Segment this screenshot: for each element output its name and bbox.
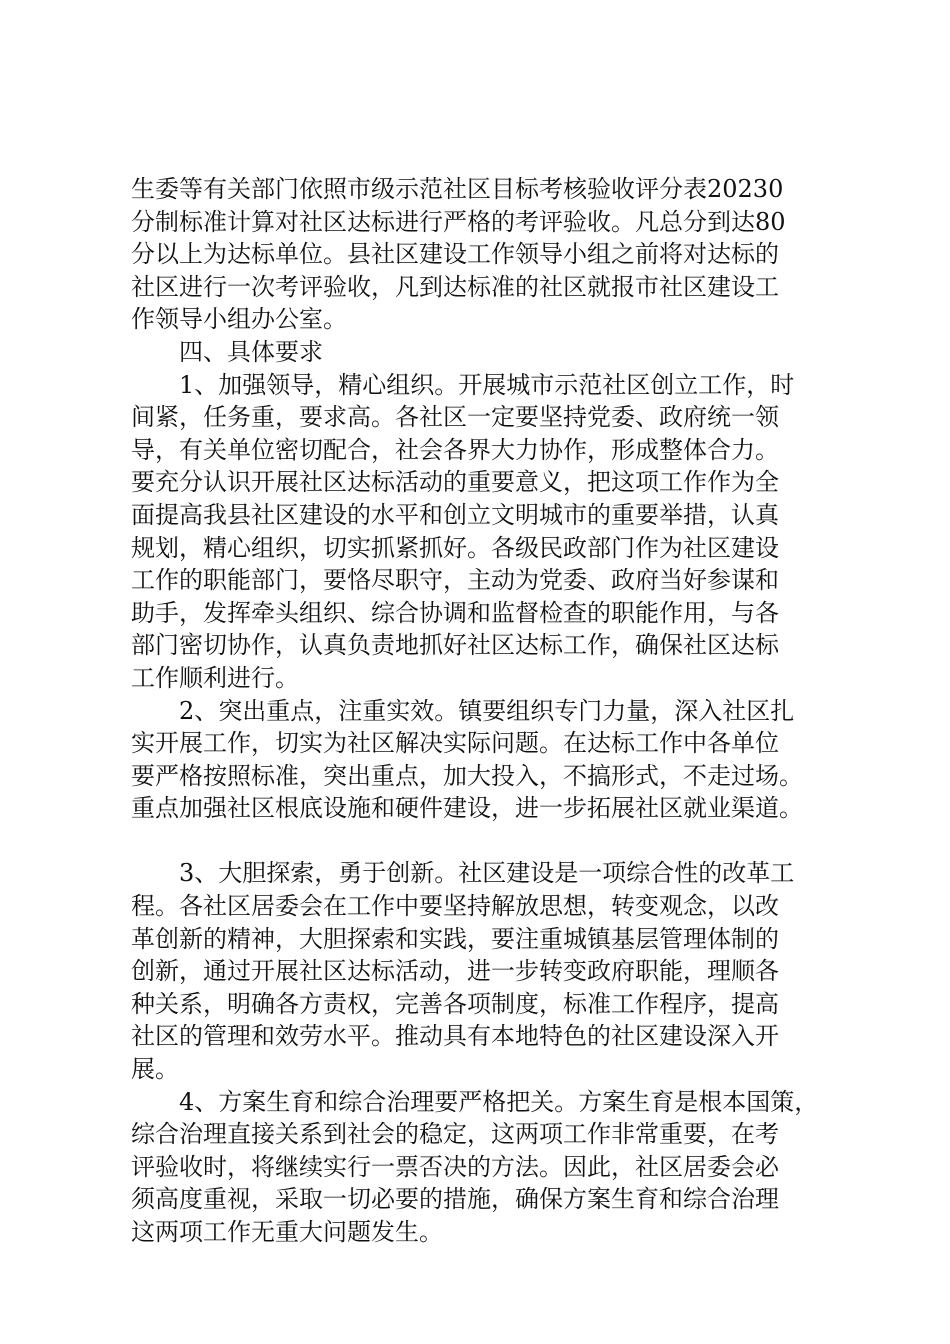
text-line: 导，有关单位密切配合，社会各界大力协作，形成整体合力。 (131, 435, 779, 464)
text-line: 作领导小组办公室。 (131, 305, 347, 334)
text-line: 展。 (131, 1055, 179, 1084)
text-line: 4、方案生育和综合治理要严格把关。方案生育是根本国策， (179, 1087, 819, 1116)
text-line: 要严格按照标准，突出重点，加大投入，不搞形式，不走过场。 (131, 761, 803, 790)
text-line: 规划，精心组织，切实抓紧抓好。各级民政部门作为社区建设 (131, 533, 779, 562)
text-line: 要充分认识开展社区达标活动的重要意义，把这项工作作为全 (131, 468, 779, 497)
text-line: 工作顺利进行。 (131, 663, 299, 692)
text-line: 革创新的精神，大胆探索和实践，要注重城镇基层管理体制的 (131, 924, 779, 953)
text-line: 实开展工作，切实为社区解决实际问题。在达标工作中各单位 (131, 729, 779, 758)
text-line: 社区进行一次考评验收，凡到达标准的社区就报市社区建设工 (131, 272, 779, 301)
text-line: 助手，发挥牵头组织、综合协调和监督检查的职能作用，与各 (131, 598, 779, 627)
text-line: 分以上为达标单位。县社区建设工作领导小组之前将对达标的 (131, 240, 779, 269)
text-line: 间紧，任务重，要求高。各社区一定要坚持党委、政府统一领 (131, 403, 779, 432)
text-line: 种关系，明确各方责权，完善各项制度，标准工作程序，提高 (131, 989, 779, 1018)
text-line: 须高度重视，采取一切必要的措施，确保方案生育和综合治理 (131, 1185, 779, 1214)
document-body (131, 173, 831, 1249)
text-line: 部门密切协作，认真负责地抓好社区达标工作，确保社区达标 (131, 631, 779, 660)
text-line: 评验收时，将继续实行一票否决的方法。因此，社区居委会必 (131, 1152, 779, 1181)
text-line: 面提高我县社区建设的水平和创立文明城市的重要举措，认真 (131, 500, 779, 529)
text-line: 这两项工作无重大问题发生。 (131, 1218, 443, 1246)
text-line: 程。各社区居委会在工作中要坚持解放思想，转变观念，以改 (131, 892, 779, 921)
text-line: 社区的管理和效劳水平。推动具有本地特色的社区建设深入开 (131, 1022, 779, 1051)
text-line: 1、加强领导，精心组织。开展城市示范社区创立工作，时 (179, 370, 795, 399)
text-line: 3、大胆探索，勇于创新。社区建设是一项综合性的改革工 (179, 859, 795, 888)
text-line: 2、突出重点，注重实效。镇要组织专门力量，深入社区扎 (179, 696, 795, 725)
text-line: 分制标准计算对社区达标进行严格的考评验收。凡总分到达80 (131, 207, 786, 236)
blank-line (131, 825, 831, 858)
text-line: 生委等有关部门依照市级示范社区目标考核验收评分表20230 (131, 175, 784, 203)
text-line: 创新，通过开展社区达标活动，进一步转变政府职能，理顺各 (131, 957, 779, 986)
text-line: 工作的职能部门，要恪尽职守，主动为党委、政府当好参谋和 (131, 566, 779, 595)
section-heading: 四、具体要求 (179, 337, 323, 366)
text-line: 综合治理直接关系到社会的稳定，这两项工作非常重要，在考 (131, 1120, 779, 1149)
text-line: 重点加强社区根底设施和硬件建设，进一步拓展社区就业渠道。 (131, 794, 803, 823)
